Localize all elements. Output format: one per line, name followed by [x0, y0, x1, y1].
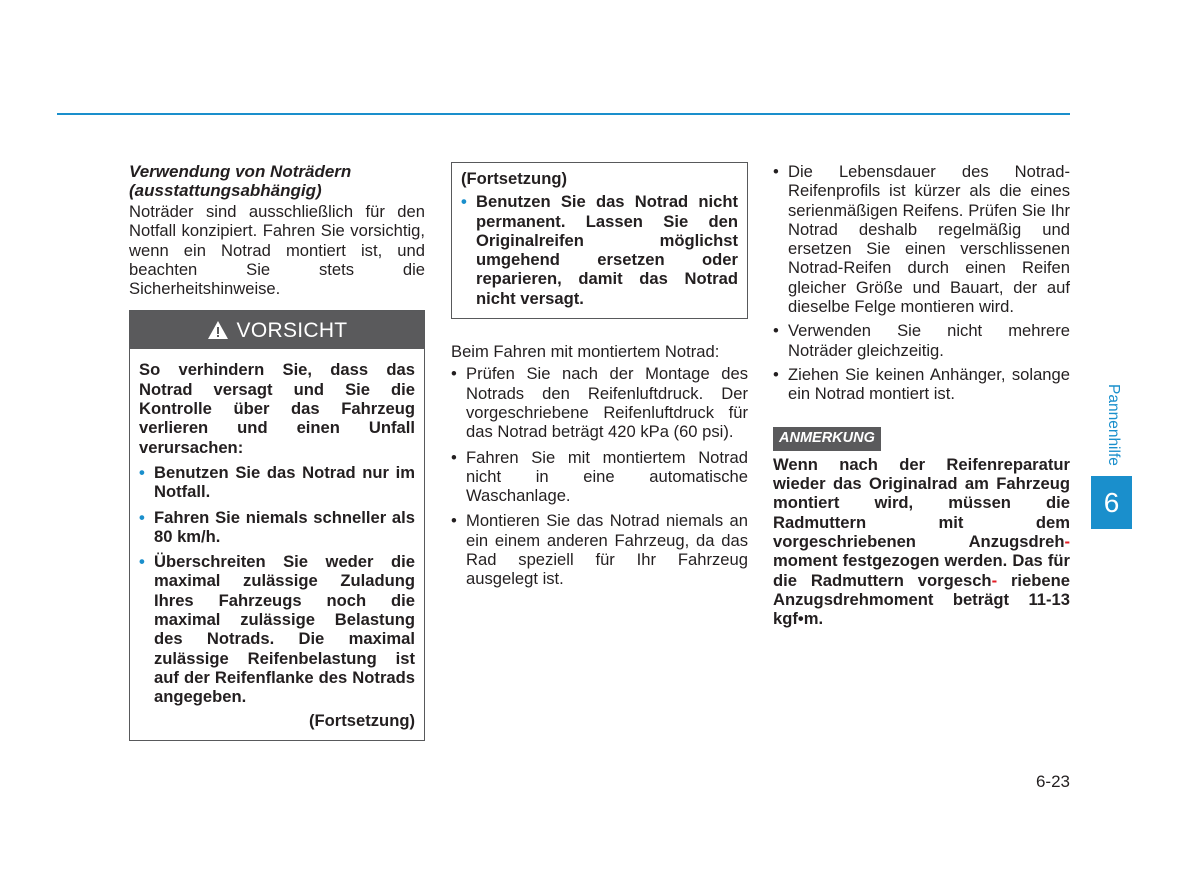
bullet-dot: •	[451, 364, 457, 384]
caution-header	[130, 311, 424, 349]
chapter-tab: 6	[1091, 476, 1132, 529]
column-right	[773, 162, 1070, 629]
continuation-heading: (Fortsetzung)	[461, 169, 567, 188]
caution-lead: So verhindern Sie, dass das Notrad versagt und Sie die Kontrolle über das Fahrzeug verlieren und einen Unfall verursachen:	[139, 360, 415, 457]
list-item: • Die Lebensdauer des Notrad-Reifenprofils ist kürzer als die eines serienmäßigen Reifens. Prüfen Sie Ihr Notrad deshalb regelmäßig und ersetzen Sie einen verschlissenen Notrad-Reifen durch einen Reifen gleicher Größe und Bauart, der auf dieselbe Felge montieren wird.	[773, 162, 1070, 317]
warning-triangle-icon	[207, 320, 229, 340]
section-intro: Noträder sind ausschließlich für den Notfall konzipiert. Fahren Sie vorsichtig, wenn ein Notrad montiert ist, und beachten Sie stets die Sicherheitshinweise.	[129, 202, 425, 299]
list-item: • Benutzen Sie das Notrad nur im Notfall.	[139, 462, 415, 502]
column-middle	[451, 162, 748, 589]
bullet-dot: •	[451, 511, 457, 531]
bullet-dot: •	[139, 462, 145, 482]
driving-list	[451, 364, 748, 588]
caution-box	[129, 310, 425, 740]
list-item: • Montieren Sie das Notrad niemals an ein einem anderen Fahrzeug, da das Rad speziell für Ihr Fahrzeug ausgelegt ist.	[451, 511, 748, 589]
header-rule	[57, 113, 1070, 115]
bullet-dot: •	[139, 552, 145, 572]
list-item: • Fahren Sie niemals schneller als 80 km/h.	[139, 507, 415, 546]
continuation-list	[461, 192, 738, 308]
note-badge: ANMERKUNG	[773, 427, 881, 451]
list-item: • Benutzen Sie das Notrad nicht permanent. Lassen Sie den Originalreifen möglichst umgehend ersetzen oder reparieren, damit das Notrad nicht versagt.	[461, 192, 738, 308]
bullet-dot: •	[461, 192, 467, 212]
list-item: • Prüfen Sie nach der Montage des Notrads den Reifenluftdruck. Der vorgeschriebene Reifenluftdruck für das Notrad beträgt 420 kPa (60 psi).	[451, 364, 748, 442]
note-body: Wenn nach der Reifenreparatur wieder das Originalrad am Fahrzeug montiert wird, müssen die Radmuttern mit dem vorgeschriebenen Anzugsdreh- moment festgezogen werden. Das für die Radmuttern vorgesch- riebene Anzugsdrehmoment beträgt 11-13 kgf•m.	[773, 454, 1070, 629]
page-number: 6-23	[1035, 772, 1070, 791]
continued-label: (Fortsetzung)	[309, 710, 415, 730]
continuation-box	[451, 162, 748, 319]
bullet-dot: •	[773, 364, 779, 384]
bullet-dot: •	[773, 162, 779, 181]
bullet-dot: •	[451, 447, 457, 467]
more-bullets-list	[773, 162, 1070, 404]
bullet-dot: •	[139, 507, 145, 527]
section-title: Verwendung von Noträdern (ausstattungsabhängig)	[129, 162, 352, 200]
caution-body	[130, 349, 424, 739]
driving-lead: Beim Fahren mit montiertem Notrad:	[451, 342, 720, 362]
column-left	[129, 162, 425, 741]
list-item: • Überschreiten Sie weder die maximal zulässige Zuladung Ihres Fahrzeugs noch die maximal zulässige Belastung des Notrads. Die maximal zulässige Reifenbelastung ist auf der Reifenflanke des Notrads angegeben.	[139, 552, 415, 707]
list-item: • Ziehen Sie keinen Anhänger, solange ein Notrad montiert ist.	[773, 364, 1070, 404]
caution-list	[139, 463, 415, 707]
caution-heading: VORSICHT	[236, 318, 348, 342]
chapter-label: Pannenhilfe	[1105, 384, 1122, 466]
list-item: • Verwenden Sie nicht mehrere Noträder gleichzeitig.	[773, 321, 1070, 360]
bullet-dot: •	[773, 321, 779, 341]
list-item: • Fahren Sie mit montiertem Notrad nicht in eine automatische Waschanlage.	[451, 447, 748, 506]
